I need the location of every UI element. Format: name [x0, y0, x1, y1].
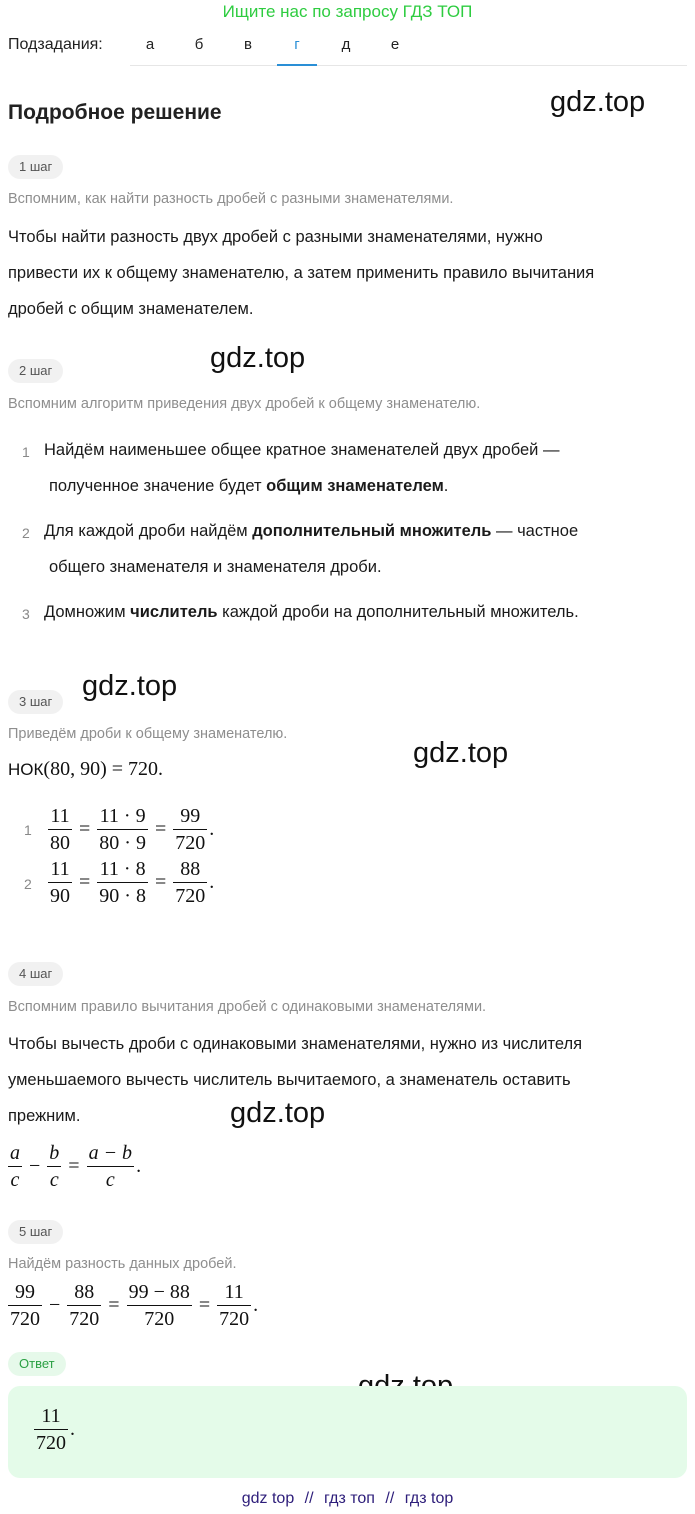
footer-links [0, 1490, 695, 1508]
step-text [8, 219, 678, 327]
step-badge: 3 шаг [8, 690, 63, 714]
tab-b[interactable]: б [194, 36, 204, 53]
list-text: Для каждой дроби найдём дополнительный множитель — частное [44, 522, 579, 540]
list-number: 1 [22, 444, 30, 460]
watermark: gdz.top [82, 670, 178, 702]
step-hint: Вспомним, как найти разность дробей с разными знаменателями. [8, 191, 454, 207]
tab-v[interactable]: в [244, 36, 252, 53]
step-hint: Приведём дроби к общему знаменателю. [8, 726, 288, 742]
bold-term: общим знаменателем [266, 477, 444, 495]
text-line: уменьшаемого вычесть числитель вычитаемого, а знаменатель оставить [8, 1071, 571, 1089]
tab-e[interactable]: е [390, 36, 400, 53]
fraction-row: $\frac{11}{90}$ = $\frac{11 \cdot 8}{90 \cdot 8}$ = $\frac{88}{720}$ . [50, 858, 215, 907]
text-line: дробей с общим знаменателем. [8, 300, 254, 318]
answer-badge: Ответ [8, 1352, 66, 1376]
answer-box [8, 1386, 687, 1478]
list-number: 2 [22, 525, 30, 541]
text-line: Чтобы найти разность двух дробей с разными знаменателями, нужно [8, 228, 543, 246]
text-line: привести их к общему знаменателю, а затем применить правило вычитания [8, 264, 595, 282]
promo-banner: Ищите нас по запросу ГДЗ ТОП [222, 2, 473, 21]
answer-value: $\frac{11}{720}$ . [36, 1405, 75, 1454]
watermark: gdz.top [210, 342, 306, 374]
page-title: Подробное решение [8, 101, 222, 124]
fraction-row: $\frac{11}{80}$ = $\frac{11 \cdot 9}{80 \cdot 9}$ = $\frac{99}{720}$ . [50, 805, 215, 854]
subtasks-label: Подзадания: [8, 36, 103, 53]
row-number: 2 [24, 876, 32, 892]
text-line: прежним. [8, 1107, 81, 1125]
final-calculation: $\frac{99}{720}$ − $\frac{88}{720}$ = $\frac{99 - 88}{720}$ = $\frac{11}{720}$ . [10, 1281, 259, 1330]
bold-term: числитель [130, 603, 218, 621]
watermark: gdz.top [413, 737, 509, 769]
tab-a[interactable]: а [145, 36, 155, 53]
subtask-tabs [130, 28, 687, 66]
list-text: Найдём наименьшее общее кратное знаменателей двух дробей — [44, 441, 560, 459]
subtraction-rule: $\frac{a}{c}$ − $\frac{b}{c}$ = $\frac{a - b}{c}$ . [10, 1142, 142, 1191]
footer-link[interactable]: гдз top [404, 1490, 454, 1507]
step-badge: 4 шаг [8, 962, 63, 986]
watermark: gdz.top [550, 86, 646, 118]
step-badge: 5 шаг [8, 1220, 63, 1244]
step-hint: Вспомним правило вычитания дробей с одинаковыми знаменателями. [8, 999, 487, 1015]
lcm-expression: НОК(80, 90) = 720. [8, 758, 164, 780]
list-text: общего знаменателя и знаменателя дроби. [49, 558, 382, 576]
footer-separator: // [304, 1490, 314, 1507]
footer-link[interactable]: гдз топ [324, 1490, 375, 1507]
list-text: полученное значение будет общим знаменателем. [49, 477, 449, 495]
watermark: gdz.top [230, 1097, 326, 1129]
tab-d[interactable]: д [341, 36, 351, 53]
row-number: 1 [24, 822, 32, 838]
step-hint: Вспомним алгоритм приведения двух дробей к общему знаменателю. [8, 396, 481, 412]
step-badge: 1 шаг [8, 155, 63, 179]
list-number: 3 [22, 606, 30, 622]
list-text: Домножим числитель каждой дроби на дополнительный множитель. [44, 603, 579, 621]
step-hint: Найдём разность данных дробей. [8, 1256, 237, 1272]
step-badge: 2 шаг [8, 359, 63, 383]
bold-term: дополнительный множитель [252, 522, 492, 540]
text-line: Чтобы вычесть дроби с одинаковыми знаменателями, нужно из числителя [8, 1035, 583, 1053]
step-text [8, 1026, 678, 1134]
tab-g[interactable]: г [277, 36, 317, 66]
footer-link[interactable]: gdz top [241, 1490, 295, 1507]
footer-separator: // [385, 1490, 395, 1507]
